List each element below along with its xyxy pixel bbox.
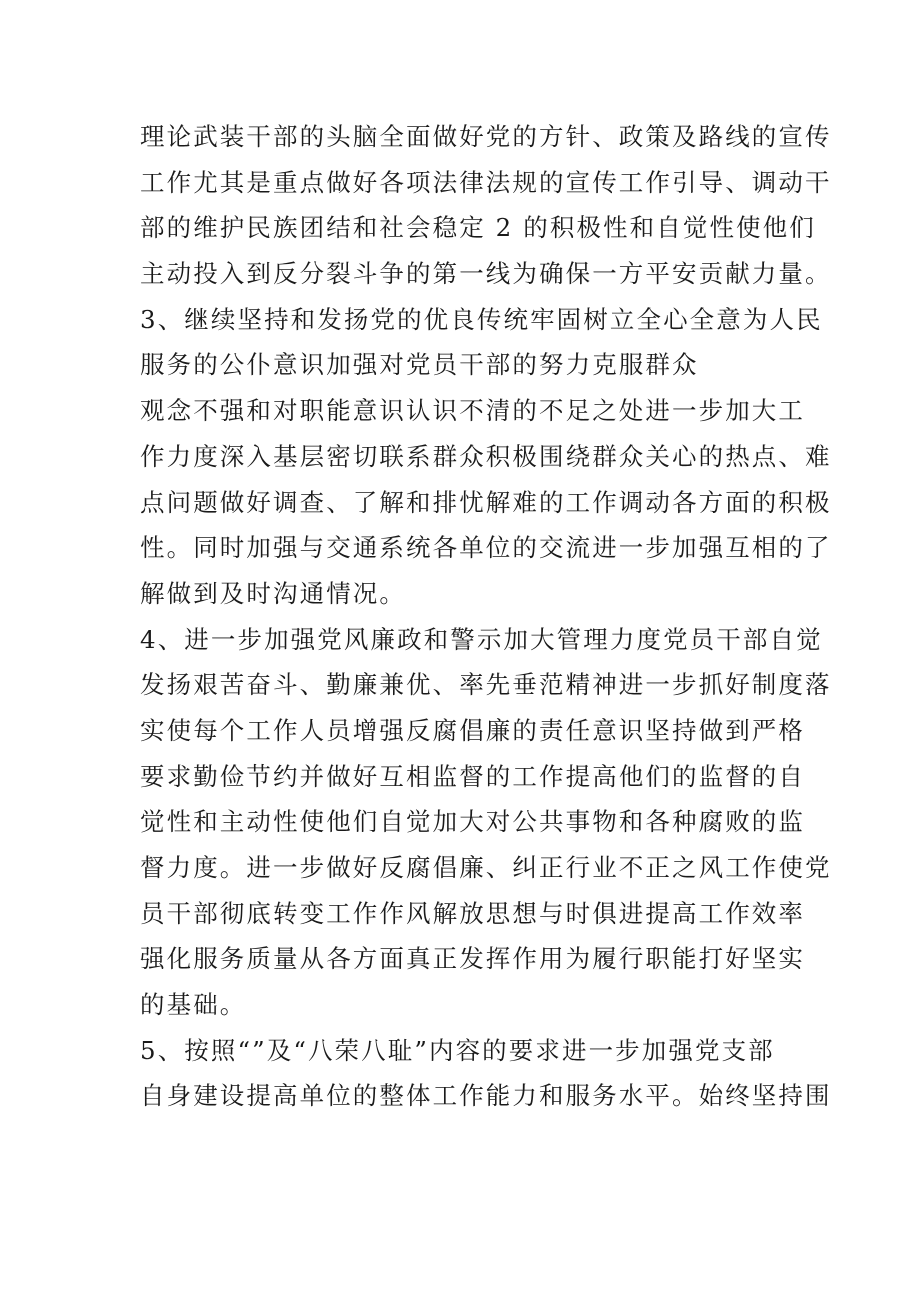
text-line: 部的维护民族团结和社会稳定 2 的积极性和自觉性使他们 — [140, 213, 816, 243]
body-text — [140, 114, 832, 1119]
text-line: 发扬艰苦奋斗、勤廉兼优、率先垂范精神进一步抓好制度落 — [140, 670, 832, 700]
text-line: 的基础。 — [140, 990, 247, 1020]
text-line: 观念不强和对职能意识认识不清的不足之处进一步加大工 — [140, 396, 805, 426]
text-line: 解做到及时沟通情况。 — [140, 578, 406, 608]
list-item-5-line: 5、按照“”及“八荣八耻”内容的要求进一步加强党支部 — [140, 1035, 775, 1065]
text-line: 自身建设提高单位的整体工作能力和服务水平。始终坚持围 — [140, 1081, 832, 1111]
text-line: 强化服务质量从各方面真正发挥作用为履行职能打好坚实 — [140, 944, 805, 974]
text-line: 督力度。进一步做好反腐倡廉、纠正行业不正之风工作使党 — [140, 853, 832, 882]
text-line: 员干部彻底转变工作作风解放思想与时俱进提高工作效率 — [140, 898, 805, 928]
text-line: 理论武装干部的头脑全面做好党的方针、政策及路线的宣传 — [140, 122, 832, 151]
text-line: 工作尤其是重点做好各项法律法规的宣传工作引导、调动干 — [140, 167, 832, 197]
list-item-4-line: 4、进一步加强党风廉政和警示加大管理力度党员干部自觉 — [140, 624, 823, 654]
text-line: 服务的公仆意识加强对党员干部的努力克服群众 — [140, 350, 699, 380]
text-line: 觉性和主动性使他们自觉加大对公共事物和各种腐败的监 — [140, 807, 805, 837]
text-line: 要求勤俭节约并做好互相监督的工作提高他们的监督的自 — [140, 761, 805, 791]
text-line: 实使每个工作人员增强反腐倡廉的责任意识坚持做到严格 — [140, 715, 805, 745]
text-line: 主动投入到反分裂斗争的第一线为确保一方平安贡献力量。 — [140, 259, 832, 289]
list-item-3-line: 3、继续坚持和发扬党的优良传统牢固树立全心全意为人民 — [140, 304, 823, 334]
text-line: 性。同时加强与交通系统各单位的交流进一步加强互相的了 — [140, 533, 832, 563]
text-line: 点问题做好调查、了解和排忧解难的工作调动各方面的积极 — [140, 487, 832, 517]
text-line: 作力度深入基层密切联系群众积极围绕群众关心的热点、难 — [140, 441, 832, 471]
